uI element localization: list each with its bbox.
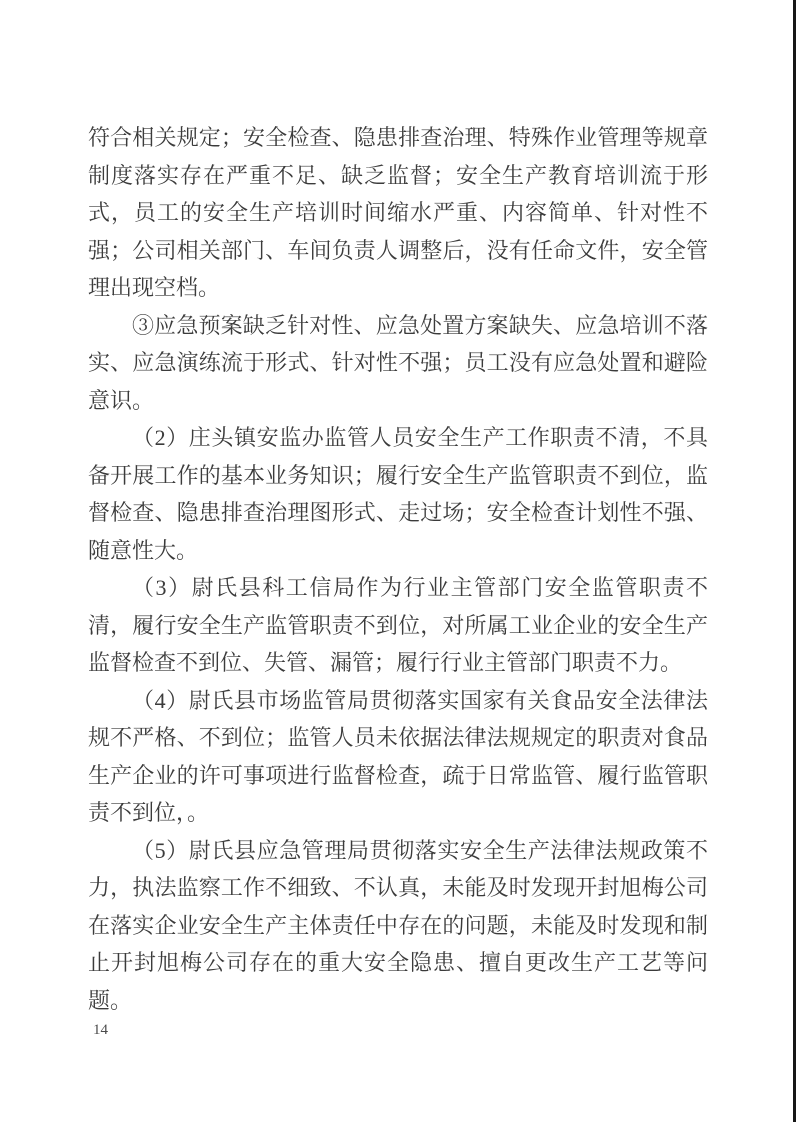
paragraph: （4）尉氏县市场监管局贯彻落实国家有关食品安全法律法规不严格、不到位；监管人员未依据法律法规规定的职责对食品生产企业的许可事项进行监督检查，疏于日常监管、履行监管职责不到位，。 bbox=[88, 687, 708, 825]
page-number: 14 bbox=[93, 1022, 108, 1038]
paragraph: （5）尉氏县应急管理局贯彻落实安全生产法律法规政策不力，执法监察工作不细致、不认真，未能及时发现开封旭梅公司在落实企业安全生产主体责任中存在的问题，未能及时发现和制止开封旭梅公司存在的重大安全隐患、擅自更改生产工艺等问题。 bbox=[88, 837, 708, 1013]
paragraph: （2）庄头镇安监办监管人员安全生产工作职责不清，不具备开展工作的基本业务知识；履行安全生产监管职责不到位，监督检查、隐患排查治理图形式、走过场；安全检查计划性不强、随意性大。 bbox=[88, 425, 708, 563]
paragraph: ③应急预案缺乏针对性、应急处置方案缺失、应急培训不落实、应急演练流于形式、针对性不强；员工没有应急处置和避险意识。 bbox=[88, 312, 708, 413]
document-body bbox=[88, 119, 708, 1019]
paragraph: 符合相关规定；安全检查、隐患排查治理、特殊作业管理等规章制度落实存在严重不足、缺乏监督；安全生产教育培训流于形式，员工的安全生产培训时间缩水严重、内容简单、针对性不强；公司相关部门、车间负责人调整后，没有任命文件，安全管理出现空档。 bbox=[88, 125, 708, 300]
paragraph: （3）尉氏县科工信局作为行业主管部门安全监管职责不清，履行安全生产监管职责不到位，对所属工业企业的安全生产监督检查不到位、失管、漏管；履行行业主管部门职责不力。 bbox=[88, 575, 708, 675]
